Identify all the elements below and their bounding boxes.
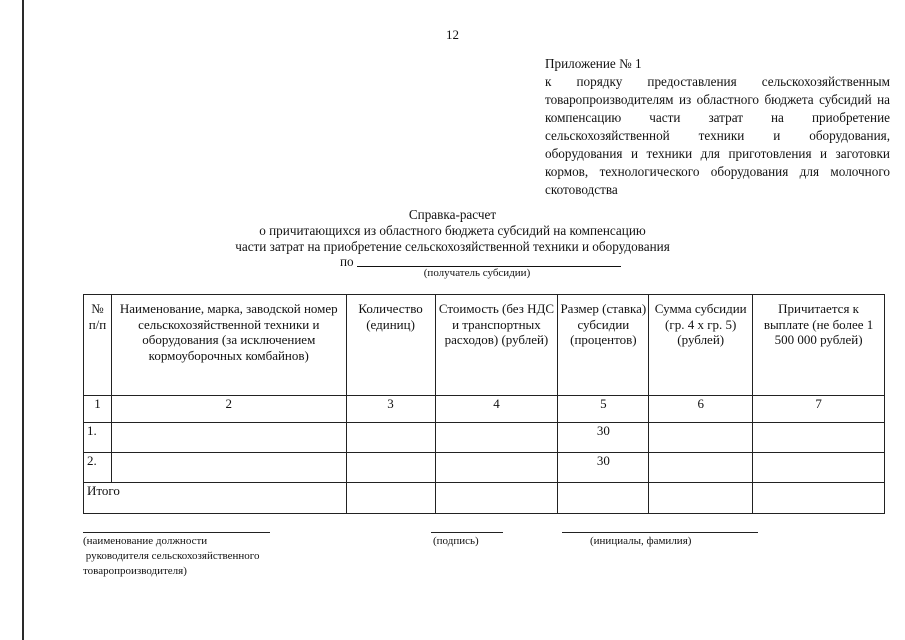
payable-cell[interactable] (753, 453, 885, 483)
title-line-3: части затрат на приобретение сельскохозяйственной техники и оборудования (235, 239, 670, 254)
name-caption: (инициалы, фамилия) (590, 535, 692, 547)
row-number-cell: 2. (84, 453, 112, 483)
total-cell (435, 483, 558, 514)
signature-caption: (подпись) (433, 535, 479, 547)
rate-cell: 30 (558, 423, 649, 453)
header-cell: Наименование, марка, заводской номер сельскохозяйственной техники и оборудования (за исключением кормоуборочных комбайнов) (111, 295, 346, 396)
total-row (84, 483, 885, 514)
recipient-prefix: по (340, 254, 354, 269)
row-number-cell: 1. (84, 423, 112, 453)
header-cell: Сумма субсидии (гр. 4 х гр. 5) (рублей) (649, 295, 753, 396)
total-cell (346, 483, 435, 514)
column-number-cell: 5 (558, 396, 649, 423)
payable-cell[interactable] (753, 423, 885, 453)
appendix-body: к порядку предоставления сельскохозяйственным товаропроизводителям из областного бюджета субсидий на компенсацию части затрат на приобретение сельскохозяйственной техники и оборудования, оборудования и техники для приготовления и заготовки кормов, технологического оборудования для молочного скотоводства (545, 74, 890, 197)
total-cell (649, 483, 753, 514)
header-cell: Причитается к выплате (не более 1 500 000 рублей) (753, 295, 885, 396)
header-cell: Стоимость (без НДС и транспортных расходов) (рублей) (435, 295, 558, 396)
quantity-cell[interactable] (346, 423, 435, 453)
column-number-row (84, 396, 885, 423)
column-number-cell: 6 (649, 396, 753, 423)
cost-cell[interactable] (435, 423, 558, 453)
column-number-cell: 7 (753, 396, 885, 423)
table-header-row (84, 295, 885, 396)
position-caption: (наименование должности руководителя сельскохозяйственного товаропроизводителя) (83, 535, 260, 577)
quantity-cell[interactable] (346, 453, 435, 483)
position-signature-line (83, 532, 270, 533)
column-number-cell: 2 (111, 396, 346, 423)
subsidy-table (83, 294, 885, 514)
name-cell[interactable] (111, 453, 346, 483)
table-row (84, 423, 885, 453)
header-cell: Размер (ставка) субсидии (процентов) (558, 295, 649, 396)
scan-edge (22, 0, 24, 640)
table-row (84, 453, 885, 483)
header-cell: Количество (единиц) (346, 295, 435, 396)
column-number-cell: 3 (346, 396, 435, 423)
title-line-1: Справка-расчет (408, 207, 497, 222)
title-line-2: о причитающихся из областного бюджета субсидий на компенсацию (259, 223, 646, 238)
cost-cell[interactable] (435, 453, 558, 483)
document-title (0, 207, 905, 255)
name-cell[interactable] (111, 423, 346, 453)
total-cell (558, 483, 649, 514)
recipient-caption: (получатель субсидии) (423, 267, 531, 279)
rate-cell: 30 (558, 453, 649, 483)
column-number-cell: 4 (435, 396, 558, 423)
signature-line (431, 532, 503, 533)
header-cell: № п/п (84, 295, 112, 396)
page-number: 12 (446, 27, 459, 42)
total-cell (753, 483, 885, 514)
column-number-cell: 1 (84, 396, 112, 423)
appendix-title: Приложение № 1 (545, 56, 642, 71)
total-label: Итого (84, 483, 347, 514)
sum-cell[interactable] (649, 453, 753, 483)
sum-cell[interactable] (649, 423, 753, 453)
appendix-block (545, 55, 890, 199)
name-signature-line (562, 532, 758, 533)
